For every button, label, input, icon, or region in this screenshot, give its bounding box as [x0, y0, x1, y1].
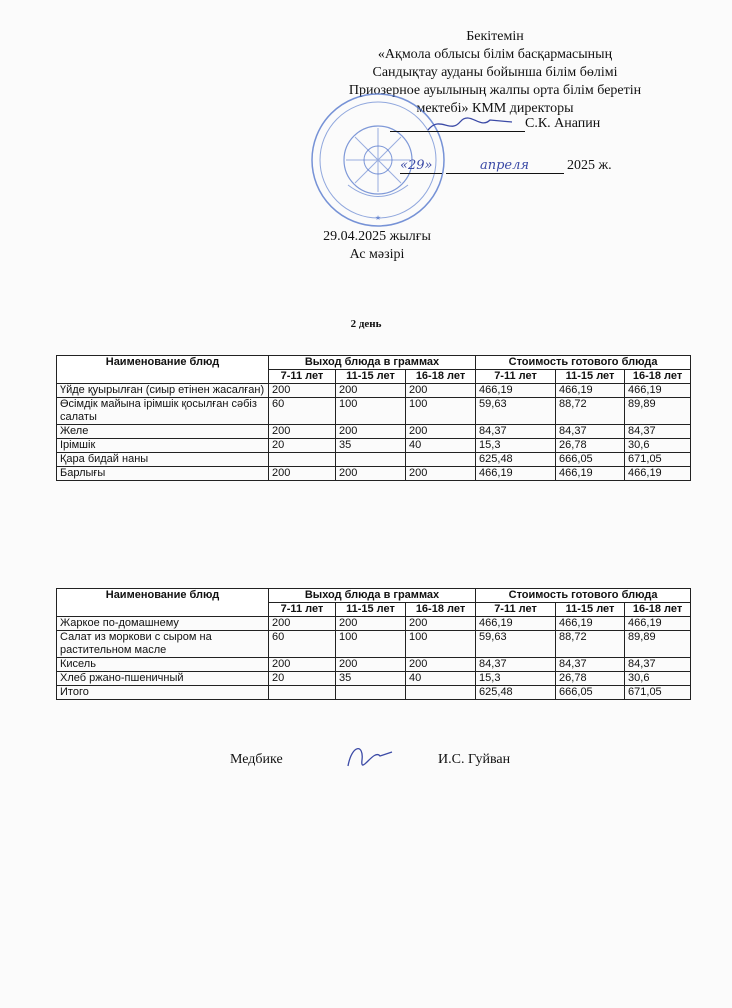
cost-cell: 88,72 [556, 631, 625, 658]
table-row [57, 672, 691, 686]
col-header-name: Наименование блюд [57, 356, 269, 384]
menu-table-russian [56, 588, 691, 700]
approval-line: Сандықтау ауданы бойынша білім бөлімі [372, 65, 618, 80]
cost-cell: 671,05 [625, 453, 691, 467]
dish-name-cell: Кисель [57, 658, 269, 672]
age-group-header: 7-11 лет [476, 370, 556, 384]
yield-cell: 200 [269, 467, 336, 481]
cost-cell: 84,37 [556, 658, 625, 672]
cost-cell: 666,05 [556, 686, 625, 700]
dish-name-cell: Ірімшік [57, 439, 269, 453]
cost-cell: 59,63 [476, 631, 556, 658]
table-row [57, 467, 691, 481]
yield-cell: 60 [269, 631, 336, 658]
table-row [57, 384, 691, 398]
yield-cell: 100 [406, 398, 476, 425]
cost-cell: 466,19 [625, 384, 691, 398]
svg-text:★: ★ [374, 214, 382, 222]
age-group-header: 11-15 лет [556, 603, 625, 617]
dish-name-cell: Итого [57, 686, 269, 700]
cost-cell: 84,37 [476, 658, 556, 672]
yield-cell: 100 [336, 631, 406, 658]
nurse-name: И.С. Гуйван [438, 752, 511, 767]
age-group-header: 16-18 лет [625, 370, 691, 384]
approval-line: Приозерное ауылының жалпы орта білім беретін [348, 83, 642, 98]
cost-cell: 84,37 [625, 425, 691, 439]
signature-blank [390, 117, 525, 132]
yield-cell: 200 [269, 658, 336, 672]
age-group-header: 16-18 лет [406, 370, 476, 384]
dish-name-cell: Өсімдік майына ірімшік қосылған сәбіз салаты [57, 398, 269, 425]
dish-name-cell: Хлеб ржано-пшеничный [57, 672, 269, 686]
cost-cell: 466,19 [556, 467, 625, 481]
table-row [57, 617, 691, 631]
yield-cell: 200 [406, 658, 476, 672]
table-row [57, 453, 691, 467]
dish-name-cell: Үйде қуырылған (сиыр етінен жасалған) [57, 384, 269, 398]
cost-cell: 666,05 [556, 453, 625, 467]
yield-cell: 20 [269, 672, 336, 686]
menu-title: Ас мәзірі [349, 247, 405, 262]
approval-line: «Ақмола облысы білім басқармасының [377, 47, 613, 62]
approval-year: 2025 ж. [567, 158, 612, 173]
cost-cell: 625,48 [476, 686, 556, 700]
yield-cell: 200 [406, 617, 476, 631]
yield-cell [406, 453, 476, 467]
yield-cell: 40 [406, 439, 476, 453]
menu-header [312, 228, 442, 264]
cost-cell: 84,37 [556, 425, 625, 439]
yield-cell: 200 [406, 384, 476, 398]
yield-cell [269, 453, 336, 467]
col-header-cost: Стоимость готового блюда [476, 356, 691, 370]
approval-line: мектебі» КММ директоры [416, 101, 574, 116]
cost-cell: 84,37 [476, 425, 556, 439]
cost-cell: 30,6 [625, 439, 691, 453]
cost-cell: 466,19 [476, 617, 556, 631]
cost-cell: 671,05 [625, 686, 691, 700]
yield-cell: 200 [406, 425, 476, 439]
table-row [57, 425, 691, 439]
col-header-yield: Выход блюда в граммах [269, 589, 476, 603]
age-group-header: 7-11 лет [269, 603, 336, 617]
menu-date: 29.04.2025 жылғы [323, 229, 431, 244]
yield-cell: 20 [269, 439, 336, 453]
table-row [57, 686, 691, 700]
table-body [57, 384, 691, 481]
nurse-signature [340, 738, 400, 774]
cost-cell: 26,78 [556, 439, 625, 453]
cost-cell: 466,19 [476, 467, 556, 481]
yield-cell: 200 [269, 617, 336, 631]
approval-date-line [400, 158, 612, 174]
cost-cell: 84,37 [625, 658, 691, 672]
table-row [57, 631, 691, 658]
col-header-yield: Выход блюда в граммах [269, 356, 476, 370]
cost-cell: 15,3 [476, 672, 556, 686]
table-row [57, 439, 691, 453]
dish-name-cell: Салат из моркови с сыром на растительном масле [57, 631, 269, 658]
age-group-header: 11-15 лет [556, 370, 625, 384]
col-header-name: Наименование блюд [57, 589, 269, 617]
cost-cell: 466,19 [625, 467, 691, 481]
yield-cell: 200 [406, 467, 476, 481]
yield-cell: 35 [336, 439, 406, 453]
yield-cell [406, 686, 476, 700]
yield-cell: 100 [406, 631, 476, 658]
cost-cell: 59,63 [476, 398, 556, 425]
cost-cell: 466,19 [556, 384, 625, 398]
signature-line [390, 116, 600, 132]
cost-cell: 26,78 [556, 672, 625, 686]
dish-name-cell: Жаркое по-домашнему [57, 617, 269, 631]
table-body [57, 617, 691, 700]
age-group-header: 7-11 лет [269, 370, 336, 384]
cost-cell: 466,19 [476, 384, 556, 398]
cost-cell: 625,48 [476, 453, 556, 467]
director-name: С.К. Анапин [525, 116, 601, 131]
yield-cell: 100 [336, 398, 406, 425]
age-group-header: 7-11 лет [476, 603, 556, 617]
yield-cell: 200 [269, 384, 336, 398]
menu-table-kazakh [56, 355, 691, 481]
yield-cell: 200 [336, 384, 406, 398]
yield-cell: 200 [269, 425, 336, 439]
col-header-cost: Стоимость готового блюда [476, 589, 691, 603]
dish-name-cell: Барлығы [57, 467, 269, 481]
dish-name-cell: Желе [57, 425, 269, 439]
yield-cell: 200 [336, 425, 406, 439]
yield-cell: 40 [406, 672, 476, 686]
dish-name-cell: Қара бидай наны [57, 453, 269, 467]
cost-cell: 89,89 [625, 631, 691, 658]
day-label: 2 день [350, 318, 382, 330]
yield-cell: 35 [336, 672, 406, 686]
age-group-header: 16-18 лет [406, 603, 476, 617]
cost-cell: 89,89 [625, 398, 691, 425]
cost-cell: 30,6 [625, 672, 691, 686]
yield-cell [336, 453, 406, 467]
yield-cell: 200 [336, 467, 406, 481]
yield-cell: 200 [336, 658, 406, 672]
cost-cell: 88,72 [556, 398, 625, 425]
table-row [57, 658, 691, 672]
yield-cell [336, 686, 406, 700]
age-group-header: 11-15 лет [336, 370, 406, 384]
table-row [57, 398, 691, 425]
approval-line: Бекітемін [466, 29, 524, 44]
approval-day: «29» [400, 158, 442, 174]
cost-cell: 466,19 [625, 617, 691, 631]
yield-cell: 60 [269, 398, 336, 425]
yield-cell [269, 686, 336, 700]
yield-cell: 200 [336, 617, 406, 631]
age-group-header: 11-15 лет [336, 603, 406, 617]
age-group-header: 16-18 лет [625, 603, 691, 617]
approval-month: апреля [446, 158, 564, 174]
nurse-role: Медбике [230, 752, 283, 767]
cost-cell: 15,3 [476, 439, 556, 453]
cost-cell: 466,19 [556, 617, 625, 631]
